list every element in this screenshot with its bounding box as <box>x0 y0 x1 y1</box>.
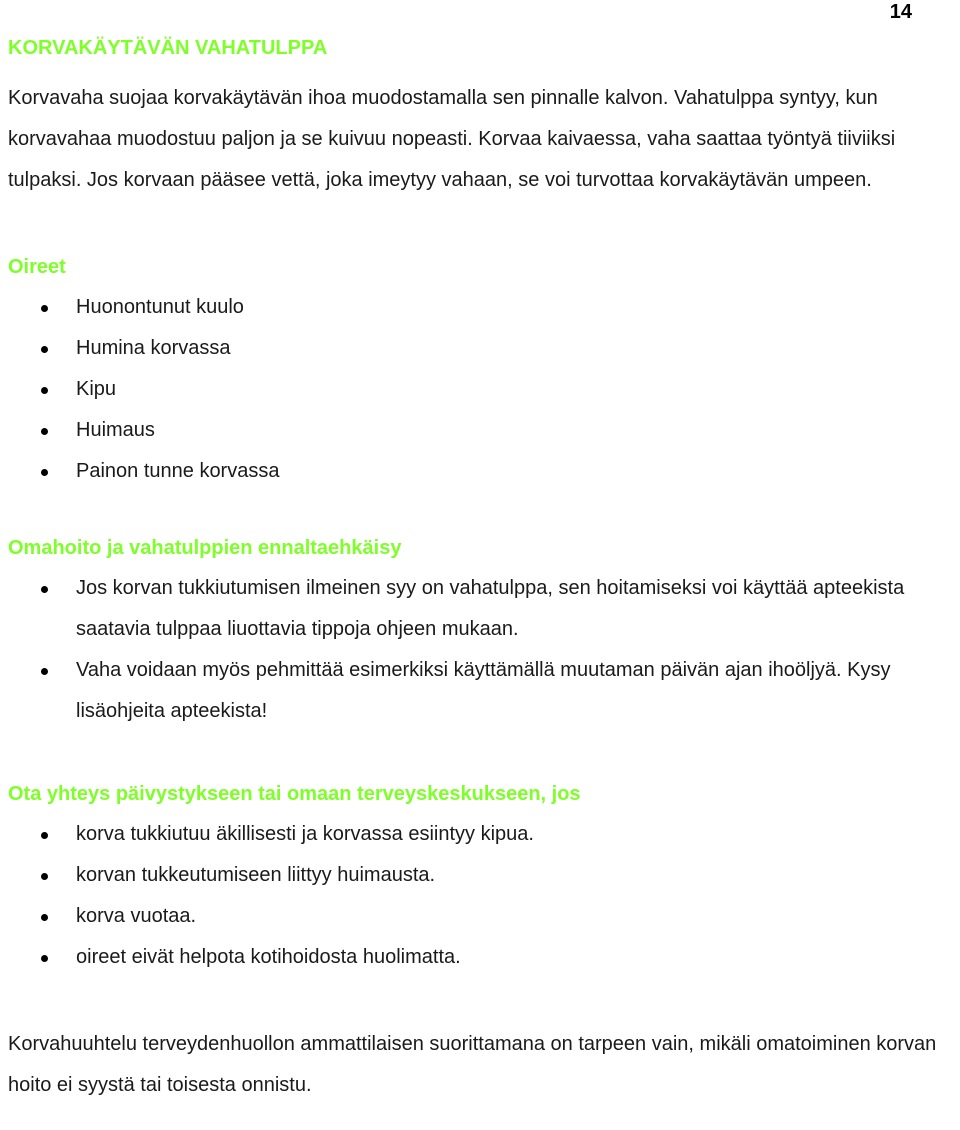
bullet-icon <box>41 668 48 675</box>
list-item-text: Huonontunut kuulo <box>76 296 244 318</box>
bullet-icon <box>41 914 48 921</box>
list-item-text: Painon tunne korvassa <box>76 460 280 482</box>
closing-paragraph: Korvahuuhtelu terveydenhuollon ammattilaisen suorittamana on tarpeen vain, mikäli omatoiminen korvan hoito ei syystä tai toisesta onnistu. <box>8 1033 937 1096</box>
bullet-icon <box>41 832 48 839</box>
list-item <box>8 855 958 896</box>
bullet-icon <box>41 586 48 593</box>
bullet-icon <box>41 955 48 962</box>
list-item <box>8 410 958 451</box>
page-title: KORVAKÄYTÄVÄN VAHATULPPA <box>8 37 328 59</box>
symptoms-heading: Oireet <box>8 256 66 278</box>
bullet-icon <box>41 873 48 880</box>
intro-paragraph: Korvavaha suojaa korvakäytävän ihoa muodostamalla sen pinnalle kalvon. Vahatulppa syntyy, kun korvavahaa muodostuu paljon ja se kuivuu nopeasti. Korvaa kaivaessa, vaha saattaa työntyä tiiviiksi tulpaksi. Jos korvaan pääsee vettä, joka imeytyy vahaan, se voi turvottaa korvakäytävän umpeen. <box>8 87 896 191</box>
selfcare-heading: Omahoito ja vahatulppien ennaltaehkäisy <box>8 537 402 559</box>
bullet-icon <box>41 346 48 353</box>
page-number: 14 <box>889 1 912 23</box>
list-item <box>8 937 958 978</box>
list-item <box>8 650 958 732</box>
list-item <box>8 328 958 369</box>
bullet-icon <box>41 428 48 435</box>
selfcare-section <box>8 534 958 732</box>
list-item <box>8 369 958 410</box>
list-item-text: korvan tukkeutumiseen liittyy huimausta. <box>76 864 436 886</box>
list-item-text: Kipu <box>76 378 117 400</box>
list-item-text: korva tukkiutuu äkillisesti ja korvassa esiintyy kipua. <box>76 823 534 845</box>
selfcare-list <box>8 568 958 732</box>
list-item-text: Humina korvassa <box>76 337 231 359</box>
symptoms-section <box>8 253 958 492</box>
bullet-icon <box>41 305 48 312</box>
list-item <box>8 814 958 855</box>
document-body <box>8 34 958 1106</box>
list-item-text: Jos korvan tukkiutumisen ilmeinen syy on vahatulppa, sen hoitamiseksi voi käyttää apteekista saatavia tulppaa liuottavia tippoja ohjeen mukaan. <box>76 577 905 640</box>
contact-heading: Ota yhteys päivystykseen tai omaan terveyskeskukseen, jos <box>8 783 581 805</box>
list-item-text: oireet eivät helpota kotihoidosta huolimatta. <box>76 946 461 968</box>
list-item <box>8 451 958 492</box>
contact-list <box>8 814 958 978</box>
list-item-text: Vaha voidaan myös pehmittää esimerkiksi käyttämällä muutaman päivän ajan ihoöljyä. Kysy lisäohjeita apteekista! <box>76 659 891 722</box>
list-item <box>8 896 958 937</box>
symptoms-list <box>8 287 958 492</box>
contact-section <box>8 780 958 978</box>
list-item-text: korva vuotaa. <box>76 905 197 927</box>
bullet-icon <box>41 469 48 476</box>
list-item <box>8 287 958 328</box>
list-item-text: Huimaus <box>76 419 155 441</box>
bullet-icon <box>41 387 48 394</box>
list-item <box>8 568 958 650</box>
